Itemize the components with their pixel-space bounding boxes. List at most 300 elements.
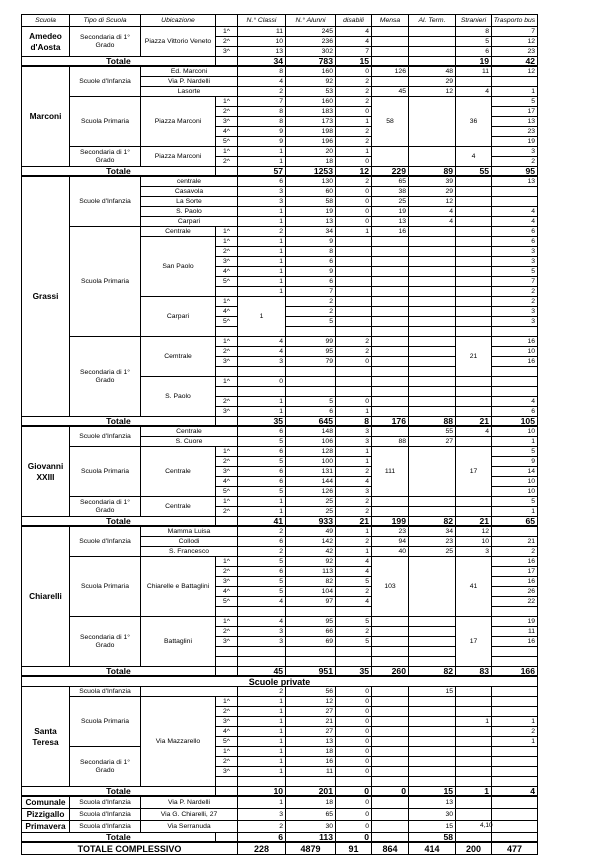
table-cell: 8 [238, 107, 286, 117]
table-cell: 4 [336, 597, 372, 607]
table-cell: 5 [286, 397, 336, 407]
table-cell [456, 176, 492, 187]
table-cell [409, 367, 456, 377]
table-cell [372, 627, 409, 637]
table-cell [409, 237, 456, 247]
table-cell [336, 307, 372, 317]
table-cell: 38 [372, 187, 409, 197]
table-cell: 4 [492, 397, 538, 407]
table-cell: 10 [456, 537, 492, 547]
table-cell [456, 197, 492, 207]
table-cell [456, 737, 492, 747]
table-cell: 7 [492, 277, 538, 287]
table-cell: 1^ [216, 697, 238, 707]
table-cell: 126 [286, 487, 336, 497]
table-cell: Via P. Nardelli [141, 796, 238, 809]
table-cell: 1 [238, 727, 286, 737]
table-cell: 4 [492, 217, 538, 227]
table-cell: 105 [492, 417, 538, 427]
table-cell: S. Paolo [141, 377, 216, 417]
header-cell: Stranieri [456, 15, 492, 27]
table-cell [238, 607, 286, 617]
table-cell: Piazza Marconi [141, 147, 216, 167]
table-cell: 3 [336, 487, 372, 497]
table-cell: 1 [238, 507, 286, 517]
table-cell: 15 [409, 821, 456, 833]
table-row [22, 557, 538, 567]
page-number: 4,10 [480, 822, 493, 829]
table-cell: 0 [238, 377, 286, 387]
table-cell: 3^ [216, 357, 238, 367]
table-cell: 58 [286, 197, 336, 207]
table-cell [492, 367, 538, 377]
total-row [22, 167, 538, 177]
table-cell: 0 [336, 357, 372, 367]
table-cell: 4 [409, 207, 456, 217]
table-cell [409, 317, 456, 327]
table-cell: 2^ [216, 507, 238, 517]
table-cell: 2 [336, 587, 372, 597]
table-cell: 1 [238, 707, 286, 717]
table-cell [492, 377, 538, 387]
table-cell: 1 [336, 447, 372, 457]
table-cell: 17 [456, 617, 492, 667]
table-cell [492, 697, 538, 707]
header-cell: N.° Alunni [286, 15, 336, 27]
table-cell [456, 267, 492, 277]
table-cell: 1 [492, 737, 538, 747]
table-cell: 6 [286, 277, 336, 287]
table-cell: 2 [336, 627, 372, 637]
table-cell [409, 617, 456, 627]
total-row [22, 787, 538, 797]
table-cell: Scuole d'Infanzia [70, 526, 141, 557]
table-cell: 198 [286, 127, 336, 137]
table-cell [216, 287, 238, 297]
table-cell [492, 821, 538, 833]
table-cell: 42 [492, 57, 538, 67]
total-row [22, 667, 538, 677]
table-cell: 12 [492, 66, 538, 77]
table-cell: 14 [492, 467, 538, 477]
table-cell: 11 [238, 27, 286, 37]
table-cell [286, 377, 336, 387]
table-cell: 2^ [216, 707, 238, 717]
table-cell: 1 [238, 497, 286, 507]
table-cell: 2^ [216, 757, 238, 767]
table-cell: 2^ [216, 247, 238, 257]
table-cell [336, 607, 372, 617]
table-cell: 2 [492, 157, 538, 167]
table-cell: Scuola d'Infanzia [70, 821, 141, 833]
table-cell: 4 [336, 477, 372, 487]
table-cell: Secondaria di 1° Grado [70, 27, 141, 57]
table-cell [216, 387, 238, 397]
table-cell: 6 [286, 407, 336, 417]
table-cell: 126 [372, 66, 409, 77]
table-cell: 3 [492, 247, 538, 257]
table-cell [336, 327, 372, 337]
table-cell: 1 [238, 147, 286, 157]
table-cell [372, 297, 409, 307]
table-cell: 0 [336, 187, 372, 197]
table-cell [372, 833, 409, 843]
table-cell: 414 [409, 842, 456, 855]
table-cell: 4^ [216, 587, 238, 597]
table-cell: 160 [286, 97, 336, 107]
table-cell: 88 [372, 437, 409, 447]
table-cell: Scuole d'Infanzia [70, 426, 141, 447]
table-cell: 4 [409, 217, 456, 227]
table-cell: 229 [372, 167, 409, 177]
table-cell: 864 [372, 842, 409, 855]
table-cell: 199 [372, 517, 409, 527]
table-cell: 951 [286, 667, 336, 677]
table-cell: 783 [286, 57, 336, 67]
table-cell: 2^ [216, 397, 238, 407]
table-cell: 13 [492, 117, 538, 127]
table-cell: 103 [372, 557, 409, 617]
table-cell [409, 37, 456, 47]
table-cell: 13 [238, 47, 286, 57]
table-cell: 2^ [216, 627, 238, 637]
table-cell [409, 297, 456, 307]
table-cell: 16 [286, 757, 336, 767]
table-cell [336, 647, 372, 657]
table-cell: 0 [336, 687, 372, 697]
table-cell [492, 387, 538, 397]
table-cell: 25 [409, 547, 456, 557]
table-cell: 2^ [216, 157, 238, 167]
table-cell: 16 [492, 637, 538, 647]
table-cell: 36 [456, 97, 492, 147]
table-cell: 4 [456, 87, 492, 97]
table-cell: 2 [492, 727, 538, 737]
table-cell [409, 727, 456, 737]
table-cell: Casavola [141, 187, 238, 197]
table-cell [409, 57, 456, 67]
table-cell [492, 687, 538, 697]
table-cell [336, 657, 372, 667]
table-cell [372, 737, 409, 747]
table-cell: 4^ [216, 307, 238, 317]
table-cell: 5 [238, 577, 286, 587]
table-cell: 1 [238, 217, 286, 227]
table-cell: 3 [238, 637, 286, 647]
table-cell: 6 [238, 833, 286, 843]
table-cell: Scuola d'Infanzia [70, 796, 141, 809]
table-cell: 1 [336, 227, 372, 237]
table-cell: 5 [456, 37, 492, 47]
table-cell: Battaglini [141, 617, 216, 667]
table-cell: 6 [238, 467, 286, 477]
table-cell: 0 [336, 787, 372, 797]
table-cell: 1 [238, 277, 286, 287]
table-cell: 79 [286, 357, 336, 367]
table-cell: 27 [409, 437, 456, 447]
table-cell: 245 [286, 27, 336, 37]
header-cell [216, 15, 238, 27]
table-cell [492, 747, 538, 757]
table-cell: 1 [238, 717, 286, 727]
table-cell: 0 [372, 787, 409, 797]
table-cell: 21 [286, 717, 336, 727]
table-cell: 13 [372, 217, 409, 227]
table-cell [492, 607, 538, 617]
table-cell [492, 809, 538, 821]
table-cell: 3 [492, 147, 538, 157]
table-cell: 5 [492, 97, 538, 107]
table-cell [456, 809, 492, 821]
table-cell [238, 387, 286, 397]
table-cell [409, 337, 456, 347]
table-cell [372, 47, 409, 57]
table-cell [372, 777, 409, 787]
table-cell: 0 [336, 809, 372, 821]
table-cell: 3^ [216, 47, 238, 57]
table-cell: 23 [372, 526, 409, 537]
table-cell: Collodi [141, 537, 238, 547]
table-cell: 1^ [216, 747, 238, 757]
table-cell: Centrale [141, 426, 238, 437]
table-row [22, 27, 538, 37]
table-cell [372, 327, 409, 337]
table-cell: 13 [286, 737, 336, 747]
table-cell: 10 [492, 487, 538, 497]
table-cell: Via Serranuda [141, 821, 238, 833]
table-cell: Cemtrale [141, 337, 216, 377]
table-cell: 5 [492, 447, 538, 457]
table-cell: 0 [336, 397, 372, 407]
table-cell [409, 767, 456, 777]
table-cell [409, 27, 456, 37]
table-cell [492, 187, 538, 197]
school-statistics-table [21, 14, 538, 855]
table-cell: 2^ [216, 457, 238, 467]
table-cell: 2 [238, 687, 286, 697]
table-cell: 19 [372, 207, 409, 217]
table-cell: 4 [238, 337, 286, 347]
table-cell: 6 [492, 237, 538, 247]
table-cell: 4^ [216, 267, 238, 277]
table-cell [456, 757, 492, 767]
table-cell [372, 147, 409, 167]
table-cell: 2 [336, 176, 372, 187]
table-cell [456, 237, 492, 247]
table-cell: 29 [409, 77, 456, 87]
table-cell: 260 [372, 667, 409, 677]
table-cell: 1 [492, 717, 538, 727]
table-cell: 1 [238, 796, 286, 809]
table-cell: 2 [336, 337, 372, 347]
table-cell: 2 [492, 287, 538, 297]
table-cell: 1 [336, 457, 372, 467]
table-cell [409, 147, 456, 167]
table-cell: Centrale [141, 227, 216, 237]
table-cell [336, 287, 372, 297]
table-cell: 16 [492, 337, 538, 347]
table-cell: 2 [238, 87, 286, 97]
table-cell: 0 [336, 107, 372, 117]
table-cell [456, 317, 492, 327]
table-cell: 30 [286, 821, 336, 833]
table-cell [409, 757, 456, 767]
table-cell [456, 277, 492, 287]
table-cell [336, 367, 372, 377]
table-cell: 1 [456, 787, 492, 797]
table-cell: 83 [456, 667, 492, 677]
table-cell [456, 297, 492, 307]
table-cell [216, 417, 238, 427]
table-cell [336, 267, 372, 277]
table-cell [372, 377, 409, 387]
table-cell: 5^ [216, 277, 238, 287]
table-cell: Secondaria di 1° Grado [70, 147, 141, 167]
school-name-cell: Marconi [22, 66, 70, 167]
table-cell: 131 [286, 467, 336, 477]
table-cell [372, 347, 409, 357]
table-cell: 1 [336, 547, 372, 557]
table-cell [336, 247, 372, 257]
table-cell: 1 [238, 247, 286, 257]
table-cell: 4 [336, 37, 372, 47]
table-cell [409, 47, 456, 57]
table-cell: 3^ [216, 577, 238, 587]
table-cell: 16 [492, 357, 538, 367]
table-cell [216, 777, 238, 787]
table-cell [409, 347, 456, 357]
table-cell: 0 [336, 737, 372, 747]
table-cell [456, 257, 492, 267]
table-cell: 12 [409, 197, 456, 207]
table-cell [409, 227, 456, 237]
table-cell: 82 [409, 517, 456, 527]
table-cell: 4 [456, 147, 492, 167]
table-cell: 58 [409, 833, 456, 843]
table-cell: 128 [286, 447, 336, 457]
table-cell: 0 [336, 821, 372, 833]
table-cell: 3^ [216, 257, 238, 267]
table-cell [372, 337, 409, 347]
table-cell [336, 237, 372, 247]
table-cell: 82 [409, 667, 456, 677]
table-cell: 2 [336, 77, 372, 87]
table-cell: 55 [456, 167, 492, 177]
table-cell: 18 [286, 796, 336, 809]
table-cell [492, 767, 538, 777]
table-cell: 173 [286, 117, 336, 127]
table-cell: 5 [238, 457, 286, 467]
table-cell [372, 809, 409, 821]
table-cell: 65 [286, 809, 336, 821]
table-cell [336, 257, 372, 267]
table-cell: 6 [238, 447, 286, 457]
table-cell: 1 [492, 437, 538, 447]
table-cell: Totale [22, 57, 216, 67]
table-cell: 0 [336, 66, 372, 77]
table-cell: 29 [409, 187, 456, 197]
table-cell [286, 657, 336, 667]
table-cell [372, 357, 409, 367]
table-cell: 2 [492, 297, 538, 307]
total-row [22, 517, 538, 527]
table-cell: 21 [492, 537, 538, 547]
table-cell: 4 [238, 347, 286, 357]
table-cell: 3 [492, 257, 538, 267]
table-cell: 1 [238, 697, 286, 707]
table-cell [492, 197, 538, 207]
table-cell: 1 [492, 87, 538, 97]
table-cell [372, 796, 409, 809]
table-cell: 56 [286, 687, 336, 697]
table-cell [409, 627, 456, 637]
table-cell: Scuole private [22, 676, 538, 687]
table-cell [372, 277, 409, 287]
table-cell [372, 77, 409, 87]
table-cell: 2 [238, 547, 286, 557]
table-cell: 5^ [216, 487, 238, 497]
table-cell [456, 387, 492, 397]
table-cell: 0 [336, 717, 372, 727]
table-cell: 82 [286, 577, 336, 587]
table-cell: 66 [286, 627, 336, 637]
table-cell: 7 [336, 47, 372, 57]
table-cell: 89 [409, 167, 456, 177]
table-cell: 69 [286, 637, 336, 647]
table-cell [409, 267, 456, 277]
table-cell: 11 [456, 66, 492, 77]
table-cell: Via G. Chiarelli, 27 [141, 809, 238, 821]
table-cell: Secondaria di 1° Grado [70, 497, 141, 517]
table-cell: 35 [238, 417, 286, 427]
header-cell: Al. Term. [409, 15, 456, 27]
table-cell [492, 777, 538, 787]
table-cell: 130 [286, 176, 336, 187]
table-cell: Centrale [141, 447, 216, 497]
table-cell: 8 [286, 247, 336, 257]
table-cell [456, 707, 492, 717]
table-cell: 5 [238, 437, 286, 447]
table-cell: 2 [336, 497, 372, 507]
table-cell: 1 [238, 237, 286, 247]
table-cell [456, 377, 492, 387]
table-cell: 97 [286, 597, 336, 607]
table-cell: 12 [336, 167, 372, 177]
table-cell: 1^ [216, 97, 238, 107]
table-cell: 13 [492, 176, 538, 187]
table-cell: Lasorte [141, 87, 238, 97]
table-row [22, 147, 538, 157]
table-cell: S. Francesco [141, 547, 238, 557]
table-cell: Carpari [141, 297, 216, 337]
table-cell: Via P. Nardelli [141, 77, 238, 87]
table-cell: 3^ [216, 637, 238, 647]
table-cell [409, 377, 456, 387]
table-cell: 23 [492, 47, 538, 57]
table-row [22, 687, 538, 697]
table-cell: 1^ [216, 27, 238, 37]
table-cell: 1 [238, 297, 286, 337]
table-cell [409, 697, 456, 707]
table-cell [456, 217, 492, 227]
table-cell: 6 [238, 426, 286, 437]
table-cell: 1^ [216, 227, 238, 237]
table-cell [409, 507, 456, 517]
table-cell [372, 697, 409, 707]
table-cell: 5 [238, 587, 286, 597]
table-cell [456, 397, 492, 407]
table-cell: 95 [492, 167, 538, 177]
